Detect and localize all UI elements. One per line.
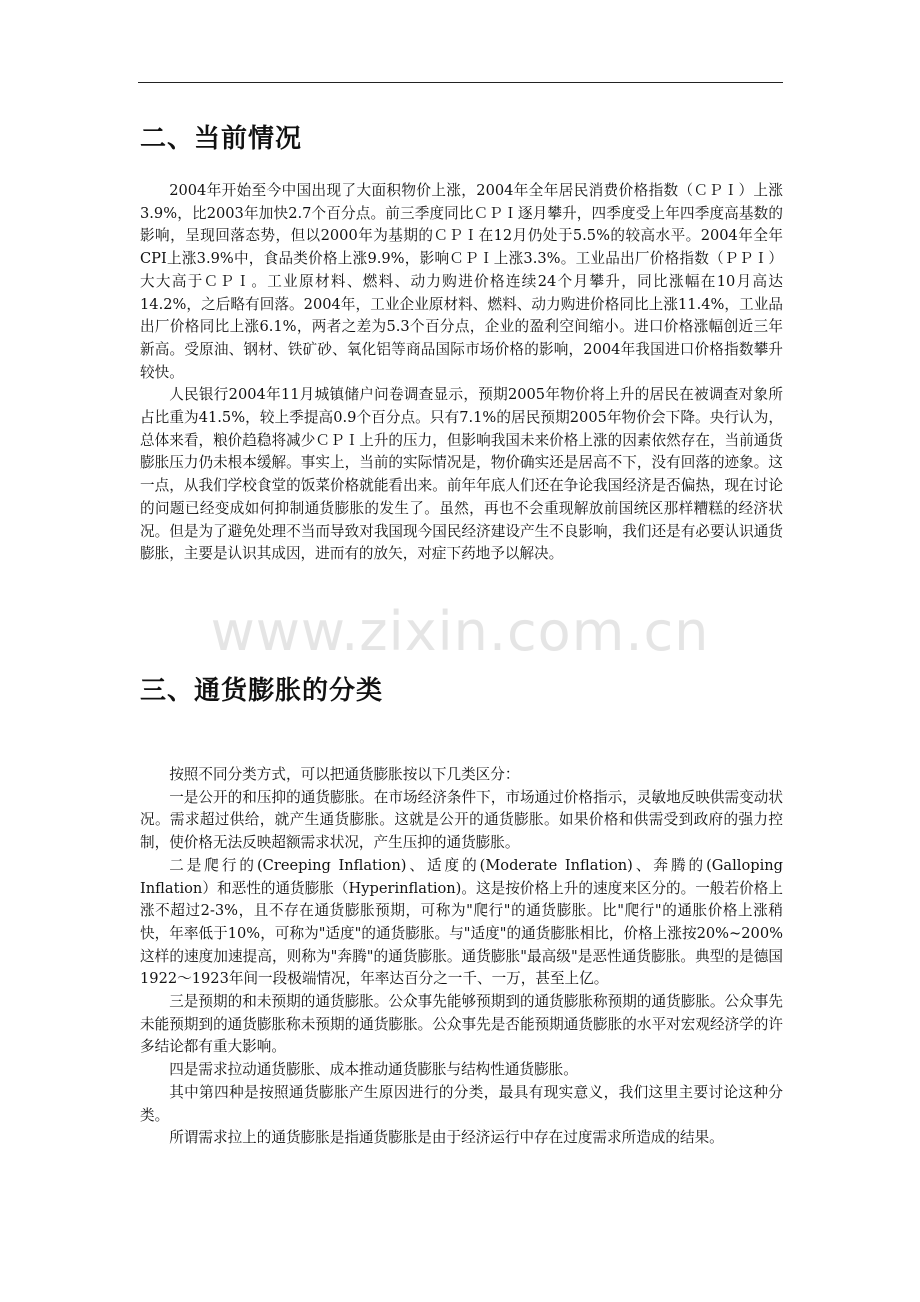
header-rule — [138, 82, 783, 83]
paragraph: 按照不同分类方式，可以把通货膨胀按以下几类区分： — [169, 766, 520, 783]
paragraph: 四是需求拉动通货膨胀、成本推动通货膨胀与结构性通货膨胀。 — [169, 1061, 578, 1079]
paragraph: 二是爬行的(Creeping Inflation)、适度的(Moderate Inflation)、奔腾的(Galloping Inflation）和恶性的通货膨胀（Hyperinflation)。这是按价格上升的速度来区分的。一般若价格上涨不超过2-3%，且不存在通货膨胀预期，可称为"爬行"的通货膨胀。比"爬行"的通胀价格上涨稍快，年率低于10%，可称为"适度"的通货膨胀。与"适度"的通货膨胀相比，价格上涨按20%~200%这样的速度加速提高，则称为"奔腾"的通货膨胀。通货膨胀"最高级"是恶性通货膨胀。典型的是德国1922～1923年间一段极端情况，年率达百分之一千、一万，甚至上亿。 — [140, 856, 783, 988]
section-body-current-situation — [140, 180, 783, 566]
watermark: www.zixin.com.cn — [210, 600, 710, 663]
section-heading-inflation-classification: 三、通货膨胀的分类 — [140, 676, 384, 706]
paragraph: 2004年开始至今中国出现了大面积物价上涨，2004年全年居民消费价格指数（ＣＰＩ）上涨3.9%，比2003年加快2.7个百分点。前三季度同比ＣＰＩ逐月攀升，四季度受上年四季度高基数的影响，呈现回落态势，但以2000年为基期的ＣＰＩ在12月仍处于5.5%的较高水平。2004年全年CPI上涨3.9%中，食品类价格上涨9.9%，影响ＣＰＩ上涨3.3%。工业品出厂价格指数（ＰＰＩ）大大高于ＣＰＩ。工业原材料、燃料、动力购进价格连续24个月攀升，同比涨幅在10月高达14.2%，之后略有回落。2004年，工业企业原材料、燃料、动力购进价格同比上涨11.4%，工业品出厂价格同比上涨6.1%，两者之差为5.3个百分点，企业的盈利空间缩小。进口价格涨幅创近三年新高。受原油、钢材、铁矿砂、氧化铝等商品国际市场价格的影响，2004年我国进口价格指数攀升较快。 — [140, 182, 783, 381]
paragraph: 三是预期的和未预期的通货膨胀。公众事先能够预期到的通货膨胀称预期的通货膨胀。公众事先未能预期到的通货膨胀称未预期的通货膨胀。公众事先是否能预期通货膨胀的水平对宏观经济学的许多结论都有重大影响。 — [140, 993, 783, 1056]
paragraph: 其中第四种是按照通货膨胀产生原因进行的分类，最具有现实意义，我们这里主要讨论这种分类。 — [140, 1083, 783, 1124]
paragraph: 人民银行2004年11月城镇储户问卷调查显示，预期2005年物价将上升的居民在被调查对象所占比重为41.5%，较上季提高0.9个百分点。只有7.1%的居民预期2005年物价会下降。央行认为，总体来看，粮价趋稳将减少ＣＰＩ上升的压力，但影响我国未来价格上涨的因素依然存在，当前通货膨胀压力仍未根本缓解。事实上，当前的实际情况是，物价确实还是居高不下，没有回落的迹象。这一点，从我们学校食堂的饭菜价格就能看出来。前年年底人们还在争论我国经济是否偏热，现在讨论的问题已经变成如何抑制通货膨胀的发生了。虽然，再也不会重现解放前国统区那样糟糕的经济状况。但是为了避免处理不当而导致对我国现今国民经济建设产生不良影响，我们还是有必要认识通货膨胀，主要是认识其成因，进而有的放矢，对症下药地予以解决。 — [140, 386, 783, 563]
paragraph: 所谓需求拉上的通货膨胀是指通货膨胀是由于经济运行中存在过度需求所造成的结果。 — [169, 1129, 724, 1147]
section-body-inflation-classification — [140, 764, 783, 1150]
section-heading-current-situation: 二、当前情况 — [140, 124, 303, 154]
paragraph: 一是公开的和压抑的通货膨胀。在市场经济条件下，市场通过价格指示，灵敏地反映供需变动状况。需求超过供给，就产生通货膨胀。这就是公开的通货膨胀。如果价格和供需受到政府的强力控制，使价格无法反映超额需求状况，产生压抑的通货膨胀。 — [140, 788, 783, 852]
